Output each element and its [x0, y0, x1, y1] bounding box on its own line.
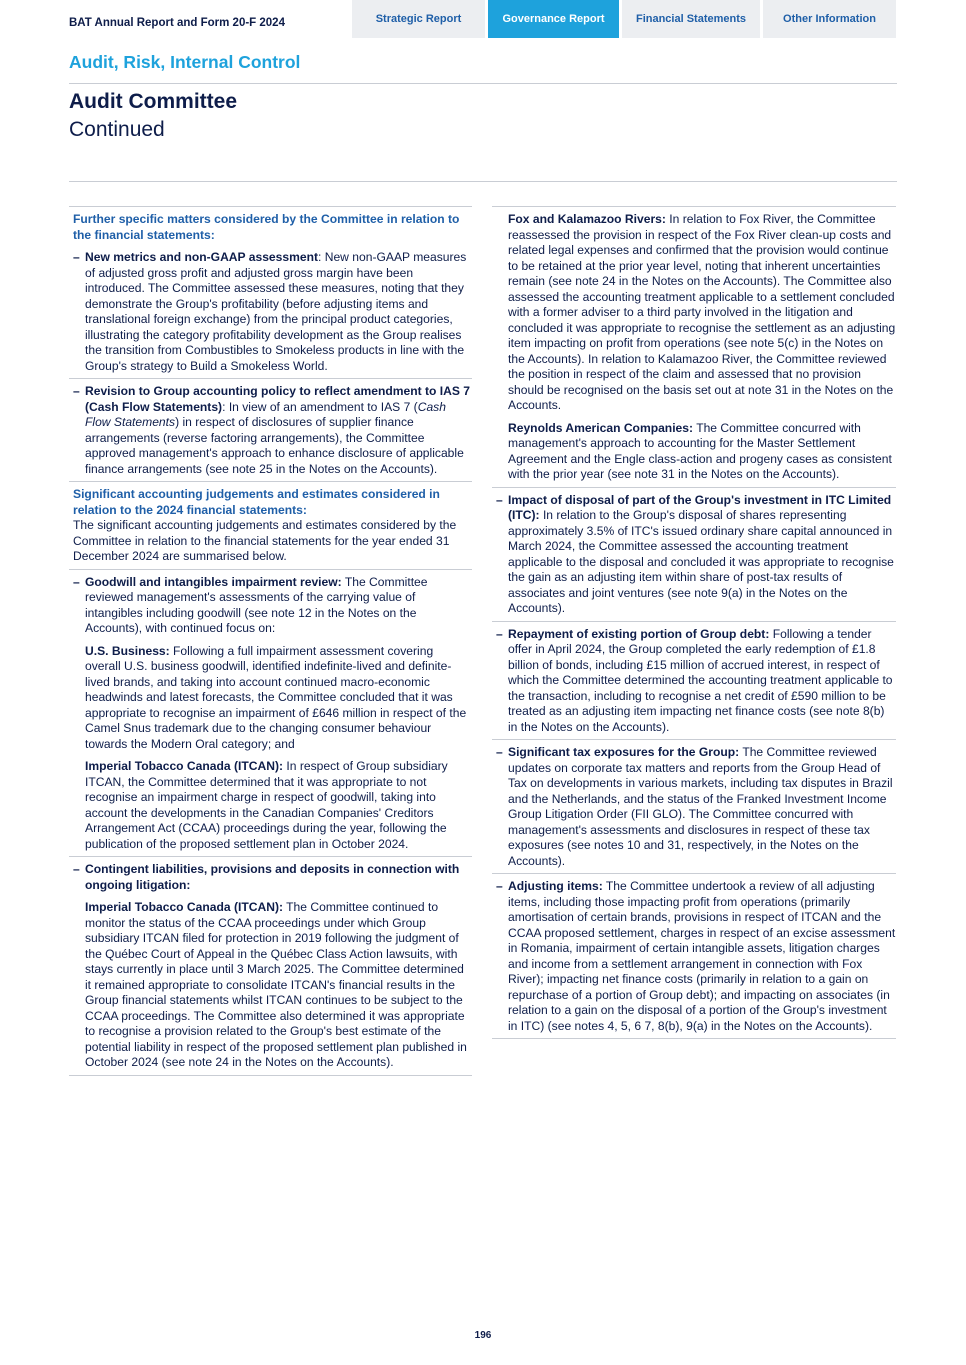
- tab-strategic-report[interactable]: Strategic Report: [352, 0, 485, 38]
- list-item: [73, 384, 472, 477]
- sub-title: Reynolds American Companies:: [508, 420, 694, 435]
- item-title: Adjusting items:: [508, 879, 603, 893]
- item-title: New metrics and non-GAAP assessment: [85, 250, 318, 264]
- sub-paragraph: [85, 644, 472, 753]
- item-title: Significant tax exposures for the Group:: [508, 745, 740, 759]
- further-matters-heading: Further specific matters considered by the Committee in relation to the financial statements:: [73, 212, 460, 242]
- sub-title: Imperial Tobacco Canada (ITCAN):: [85, 900, 284, 914]
- list-item: [496, 745, 896, 869]
- page-title: Audit Committee: [69, 90, 237, 113]
- further-matters-block: [69, 206, 472, 378]
- tab-governance-report[interactable]: Governance Report: [488, 0, 619, 38]
- list-item-block: [69, 569, 472, 857]
- list-item: [496, 493, 896, 617]
- sub-title: U.S. Business:: [85, 643, 170, 658]
- item-title: Repayment of existing portion of Group debt:: [508, 626, 770, 641]
- dash-bullet: –: [73, 250, 80, 264]
- dash-bullet: –: [73, 574, 80, 589]
- right-column: [492, 206, 896, 1039]
- list-item: [496, 879, 896, 1034]
- list-item: [73, 862, 472, 1071]
- item-text: The Committee undertook a review of all adjusting items, including those impacting profit from operations (primarily amortisation of certain brands, provisions in respect of ITCAN and the CCAA proposed settlement, charges in respect of an excise assessment in Romania, impairment of certain intangible assets, litigation charges and income from a settlement arrangement in connection with Fox River); impacting net finance costs (primarily in relation to a gain on repurchase of a portion of Group debt); and impacting on associates (in relation to a gain on the disposal of a portion of the Group's investment in ITC) (see notes 4, 5, 6 7, 8(b), 9(a) in the Notes on the Accounts).: [508, 879, 896, 1033]
- sub-paragraph: [85, 759, 472, 852]
- dash-bullet: –: [496, 745, 503, 759]
- item-text: The Committee reviewed updates on corporate tax matters and reports from the Group Head of Tax on developments in various markets, including tax disputes in Brazil and the Netherlands, and the status of the Franked Investment Income Group Litigation Order (FII GLO). The Committee concurred with management's assessments and disclosures in respect of these tax exposures (see notes 10 and 31, respectively, in the Notes on the Accounts).: [508, 745, 893, 868]
- item-title: Revision to Group accounting policy to reflect amendment to IAS 7 (Cash Flow Statements): [85, 384, 471, 414]
- page-subtitle: Continued: [69, 118, 165, 141]
- item-text: : In view of an amendment to IAS 7 (: [222, 399, 418, 414]
- sub-paragraph: [508, 212, 896, 414]
- list-item: [73, 575, 472, 853]
- sub-paragraph: [85, 900, 472, 1071]
- list-item: [496, 627, 896, 736]
- page-number: 196: [474, 1330, 492, 1341]
- list-item-block: [492, 621, 896, 740]
- dash-bullet: –: [73, 384, 80, 398]
- sub-text: Following a full impairment assessment covering overall U.S. business goodwill, identified indefinite-lived and definite-lived brands, and taking into account continued macro-economic headwinds and latest forecasts, the Committee concluded that it was appropriate to recognise an impairment of £646 million in respect of the Camel Snus trademark due to the changing consumer behaviour towards the Modern Oral category; and: [85, 643, 467, 751]
- sub-text: In respect of Group subsidiary ITCAN, the Committee determined that it was appropriate to not recognise an impairment charge in respect of goodwill, taking into account the developments in the Canadian Companies' Creditors Arrangement Act (CCAA) proceedings during the year, following the publication of the proposed settlement plan in October 2024.: [85, 759, 448, 851]
- list-item-block: [492, 487, 896, 621]
- significant-judgements-heading: Significant accounting judgements and estimates considered in relation to the 2024 financial statements:: [73, 487, 440, 517]
- left-column: [69, 206, 472, 1076]
- sub-text: The Committee concurred with management's approach to accounting for the Master Settlement Agreement and the Engle class-action and progeny cases as consistent with the prior year (see note 31 in the Notes on the Accounts).: [508, 420, 892, 481]
- list-item-block: [492, 873, 896, 1039]
- significant-judgements-block: [69, 481, 472, 569]
- item-text: Following a tender offer in April 2024, the Group completed the early redemption of £1.8 billion of bonds, including £15 million of accrued interest, in respect of which the Committee determined the accounting treatment applicable to the transaction, including to recognise a net credit of £590 million to be treated as an adjusting item impacting net finance costs (see note 8(b) in the Notes on the Accounts).: [508, 626, 893, 734]
- item-text: : New non-GAAP measures of adjusted gross profit and adjusted gross margin have been introduced. The Committee assessed these measures, noting that they demonstrate the Group's profitability (before adjusting items and translational foreign exchange) from the principal product categories, illustrating the category profitability development as the Group realises the transition from Combustibles to Smokeless products in line with the Group's strategy to Build a Smokeless World.: [85, 250, 467, 373]
- dash-bullet: –: [496, 879, 503, 893]
- section-label: Audit, Risk, Internal Control: [69, 52, 301, 72]
- list-item-block: [69, 378, 472, 481]
- list-item-block: [69, 856, 472, 1076]
- list-item-block: [492, 739, 896, 873]
- dash-bullet: –: [496, 492, 503, 507]
- item-text: In relation to the Group's disposal of shares representing approximately 3.5% of ITC's issued ordinary share capital announced in March 2024, the Committee assessed the accounting treatment applicable to the disposal and concluded it was appropriate to recognise the gain as an adjusting item within share of post-tax results of associates and joint ventures (see note 9(a) in the Notes on the Accounts).: [508, 508, 894, 615]
- divider: [69, 83, 897, 84]
- significant-judgements-text: The significant accounting judgements and estimates considered by the Committee in relation to the financial statements for the year ended 31 December 2024 are summarised below.: [73, 518, 457, 563]
- tab-financial-statements[interactable]: Financial Statements: [622, 0, 760, 38]
- sub-text: The Committee continued to monitor the status of the CCAA proceedings under which Group subsidiary ITCAN filed for protection in 2019 following the judgment of the Québec Court of Appeal in the Québec Class Action lawsuits, with stays currently in place until 3 March 2025. The Committee determined it remained appropriate to consolidate ITCAN's financial results in the Group financial statements whilst ITCAN continues to be subject to the CCAA proceedings. The Committee also determined it was appropriate to recognise a provision related to the Group's best estimate of the potential liability in respect of the proposed settlement plan published in October 2024 (see note 24 in the Notes on the Accounts).: [85, 900, 467, 1069]
- sub-paragraph: [508, 421, 896, 483]
- list-item: [73, 250, 472, 374]
- section-nav: [352, 0, 896, 38]
- dash-bullet: –: [496, 626, 503, 641]
- sub-title: Imperial Tobacco Canada (ITCAN):: [85, 759, 284, 773]
- item-text: ) in respect of disclosures of supplier finance arrangements (reverse factoring arrangements), the Committee approved management's approach to enhance disclosure of applicable finance arrangements (see note 25 in the Notes on the Accounts).: [85, 415, 464, 476]
- item-title: Contingent liabilities, provisions and deposits in connection with ongoing litigation:: [85, 862, 460, 892]
- sub-text: In relation to Fox River, the Committee reassessed the provision in respect of the Fox River clean-up costs and related legal expenses and confirmed that the provision would continue to be retained at the prior year level, noting that inherent uncertainties remain (see note 24 in the Notes on the Accounts). The Committee also assessed the accounting treatment applicable to a settlement concluded with a former adviser to a third party involved in the litigation and concluded it was appropriate to recognise the settlement as an adjusting item impacting on profit from operations (see note 5(c) in the Notes on the Accounts). In relation to Kalamazoo River, the Committee reviewed the position in respect of the claim and assessed that no provision should be recognised on the basis set out at note 31 in the Notes on the Accounts.: [508, 212, 896, 412]
- list-item-block: [492, 206, 896, 487]
- item-title: Goodwill and intangibles impairment review:: [85, 574, 342, 589]
- item-text-italic: Cash Flow Statements: [85, 399, 446, 429]
- tab-other-information[interactable]: Other Information: [763, 0, 896, 38]
- item-title: Impact of disposal of part of the Group's investment in ITC Limited (ITC):: [508, 492, 892, 522]
- sub-title: Fox and Kalamazoo Rivers:: [508, 212, 666, 226]
- list-item: [496, 212, 896, 483]
- item-text: The Committee reviewed management's assessments of the carrying value of intangibles including goodwill (see note 12 in the Notes on the Accounts), with continued focus on:: [85, 574, 428, 635]
- report-title: BAT Annual Report and Form 20-F 2024: [69, 17, 285, 29]
- dash-bullet: –: [73, 862, 80, 876]
- divider: [69, 181, 897, 182]
